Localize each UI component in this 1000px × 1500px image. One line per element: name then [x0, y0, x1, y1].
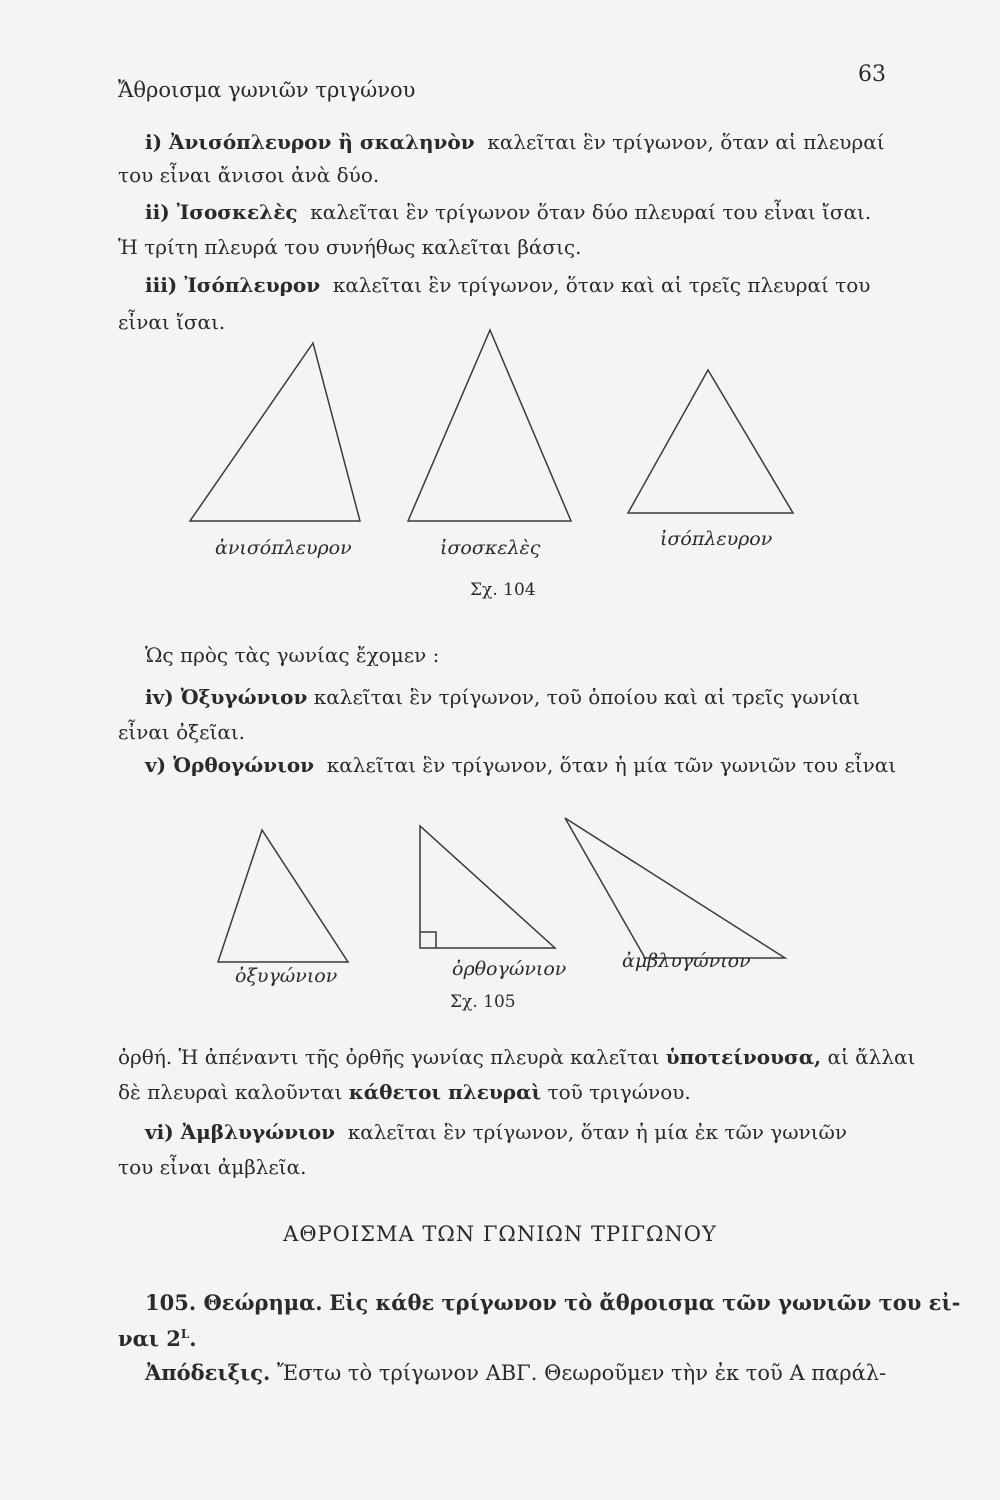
definition-v-cont2: δὲ πλευραὶ καλοῦνται κάθετοι πλευραὶ τοῦ τριγώνου.	[118, 1080, 691, 1104]
page-number: 63	[858, 62, 886, 87]
term-equilateral: iii) Ἰσόπλευρον	[145, 273, 321, 297]
definition-iv-cont: εἶναι ὀξεῖαι.	[118, 720, 246, 744]
definition-ii-cont: Ἡ τρίτη πλευρά του συνήθως καλεῖται βάσις.	[118, 235, 582, 259]
theorem-label: 105. Θεώρημα.	[145, 1290, 323, 1315]
right-angle-mark	[420, 932, 436, 948]
term-obtuse: vi) Ἀμβλυγώνιον	[145, 1120, 335, 1144]
definition-iv: iv) Ὀξυγώνιον καλεῖται ἓν τρίγωνον, τοῦ ὁποίου καὶ αἱ τρεῖς γωνίαι	[145, 685, 861, 709]
triangle-equilateral	[628, 370, 793, 513]
label-isosceles: ἰσοσκελὲς	[440, 537, 541, 559]
term-right: v) Ὀρθογώνιον	[145, 753, 315, 777]
triangle-scalene	[190, 343, 360, 521]
triangle-acute	[218, 830, 348, 962]
theorem: 105. Θεώρημα. Εἰς κάθε τρίγωνον τὸ ἄθροισμα τῶν γωνιῶν του εἰ-	[145, 1290, 961, 1315]
term-scalene: i) Ἀνισόπλευρον ἢ σκαληνὸν	[145, 130, 475, 154]
definition-i: i) Ἀνισόπλευρον ἢ σκαληνὸν καλεῖται ἓν τρίγωνον, ὅταν αἱ πλευραί	[145, 130, 885, 154]
term-acute: iv) Ὀξυγώνιον	[145, 685, 308, 709]
label-scalene: ἀνισόπλευρον	[215, 537, 352, 559]
triangle-isosceles	[408, 330, 571, 521]
angles-intro: Ὡς πρὸς τὰς γωνίας ἔχομεν :	[145, 643, 440, 667]
definition-i-cont: του εἶναι ἄνισοι ἀνὰ δύο.	[118, 163, 380, 187]
definition-v: v) Ὀρθογώνιον καλεῖται ἓν τρίγωνον, ὅταν ἡ μία τῶν γωνιῶν του εἶναι	[145, 753, 897, 777]
section-heading: ΑΘΡΟΙΣΜΑ ΤΩΝ ΓΩΝΙΩΝ ΤΡΙΓΩΝΟΥ	[283, 1222, 717, 1246]
proof: Ἀπόδειξις. Ἔστω τὸ τρίγωνον ΑΒΓ. Θεωροῦμεν τὴν ἐκ τοῦ Α παράλ-	[145, 1360, 887, 1385]
term-isosceles: ii) Ἰσοσκελὲς	[145, 200, 298, 224]
definition-ii: ii) Ἰσοσκελὲς καλεῖται ἓν τρίγωνον ὅταν δύο πλευραί του εἶναι ἴσαι.	[145, 200, 872, 224]
running-title: Ἄθροισμα γωνιῶν τριγώνου	[118, 78, 416, 102]
definition-v-cont: ὀρθή. Ἡ ἀπέναντι τῆς ὀρθῆς γωνίας πλευρὰ καλεῖται ὑποτείνουσα, αἱ ἄλλαι	[118, 1045, 916, 1069]
label-right: ὀρθογώνιον	[452, 958, 567, 980]
label-obtuse: ἀμβλυγώνιον	[622, 950, 751, 972]
definition-vi: vi) Ἀμβλυγώνιον καλεῖται ἓν τρίγωνον, ὅταν ἡ μία ἐκ τῶν γωνιῶν	[145, 1120, 847, 1144]
label-equilateral: ἰσόπλευρον	[660, 528, 773, 550]
definition-iii-cont: εἶναι ἴσαι.	[118, 310, 226, 334]
definition-iii: iii) Ἰσόπλευρον καλεῖται ἓν τρίγωνον, ὅταν καὶ αἱ τρεῖς πλευραί του	[145, 273, 871, 297]
proof-label: Ἀπόδειξις.	[145, 1360, 271, 1385]
triangle-right	[420, 826, 555, 948]
figure-105-caption: Σχ. 105	[450, 992, 516, 1012]
term-hypotenuse: ὑποτείνουσα,	[665, 1045, 822, 1069]
label-acute: ὀξυγώνιον	[235, 965, 338, 987]
theorem-cont: ναι $2^L$.	[118, 1326, 197, 1351]
definition-vi-cont: του εἶναι ἀμβλεῖα.	[118, 1155, 307, 1179]
figure-104-caption: Σχ. 104	[470, 580, 536, 600]
triangle-obtuse	[565, 818, 785, 958]
term-legs: κάθετοι πλευραὶ	[348, 1080, 542, 1104]
